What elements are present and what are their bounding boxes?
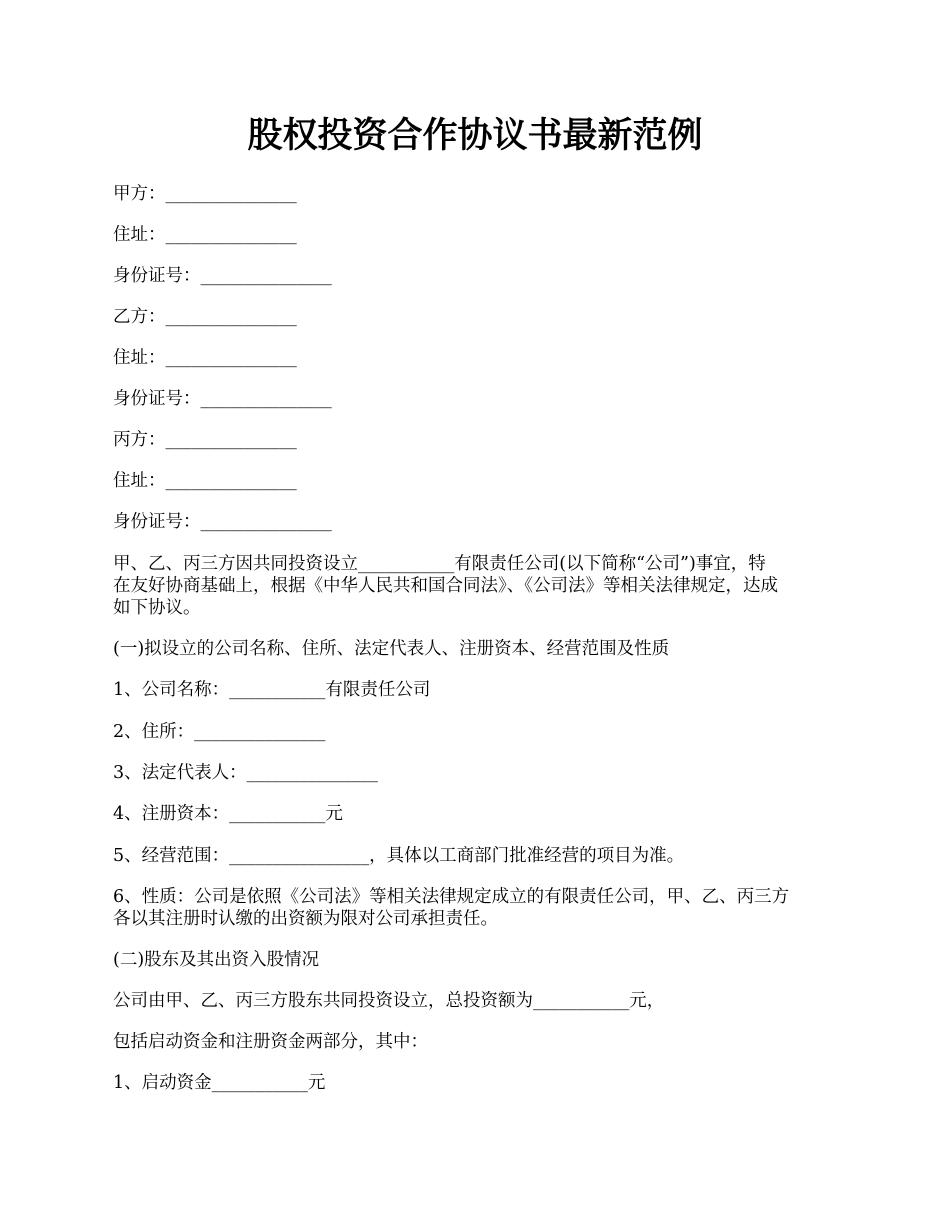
party-c-address-line: 住址：_______________ bbox=[113, 471, 297, 491]
total-investment-line: 公司由甲、乙、丙三方股东共同投资设立，总投资额为___________元， bbox=[113, 991, 665, 1011]
business-scope-line: 5、经营范围：________________，具体以工商部门批准经营的项目为准。 bbox=[113, 846, 685, 866]
party-b-id-line: 身份证号：_______________ bbox=[113, 389, 332, 409]
intro-paragraph bbox=[113, 553, 843, 619]
nature-line: 6、性质：公司是依照《公司法》等相关法律规定成立的有限责任公司，甲、乙、丙三方 bbox=[113, 887, 790, 907]
party-a-name-line: 甲方：_______________ bbox=[113, 184, 297, 204]
section-1-heading: (一)拟设立的公司名称、住所、法定代表人、注册资本、经营范围及性质 bbox=[113, 639, 670, 659]
nature-line: 各以其注册时认缴的出资额为限对公司承担责任。 bbox=[113, 909, 498, 929]
legal-representative-line: 3、法定代表人：_______________ bbox=[113, 763, 378, 783]
party-a-id-line: 身份证号：_______________ bbox=[113, 266, 332, 286]
intro-line: 甲、乙、丙三方因共同投资设立___________有限责任公司(以下简称“公司”)事宜，特 bbox=[113, 554, 766, 574]
company-nature-paragraph bbox=[113, 886, 843, 930]
section-2-heading: (二)股东及其出资入股情况 bbox=[113, 950, 320, 970]
party-b-address-line: 住址：_______________ bbox=[113, 348, 297, 368]
party-c-name-line: 丙方：_______________ bbox=[113, 430, 297, 450]
company-address-line: 2、住所：_______________ bbox=[113, 722, 326, 742]
party-c-id-line: 身份证号：_______________ bbox=[113, 512, 332, 532]
investment-composition-line: 包括启动资金和注册资金两部分，其中： bbox=[113, 1032, 428, 1052]
party-b-name-line: 乙方：_______________ bbox=[113, 307, 297, 327]
intro-line: 在友好协商基础上，根据《中华人民共和国合同法》、《公司法》等相关法律规定，达成 bbox=[113, 576, 778, 596]
document-title: 股权投资合作协议书最新范例 bbox=[247, 115, 703, 156]
startup-capital-line: 1、启动资金___________元 bbox=[113, 1073, 326, 1093]
company-name-line: 1、公司名称：___________有限责任公司 bbox=[113, 680, 431, 700]
party-a-address-line: 住址：_______________ bbox=[113, 225, 297, 245]
intro-line: 如下协议。 bbox=[113, 598, 201, 618]
registered-capital-line: 4、注册资本：___________元 bbox=[113, 804, 343, 824]
